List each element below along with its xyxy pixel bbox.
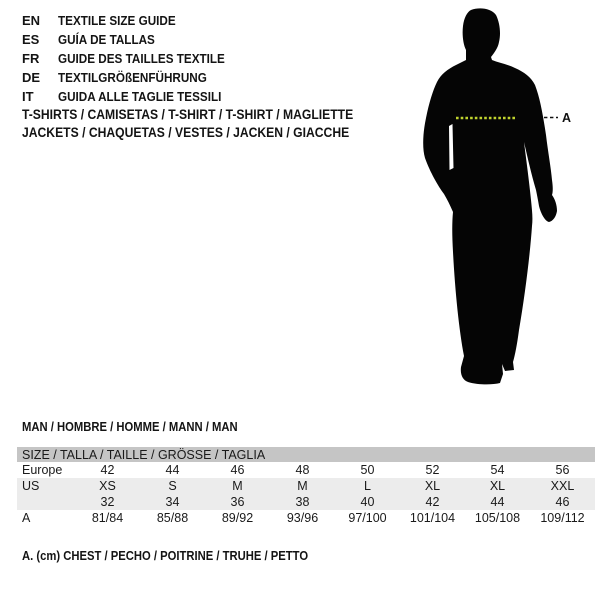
lang-row-en [22, 11, 243, 30]
cell: XL [400, 478, 465, 494]
cell: 101/104 [409, 511, 456, 525]
cell: 38 [270, 494, 335, 510]
lang-label: GUIDE DES TAILLES TEXTILE [58, 51, 225, 66]
cell: 48 [295, 463, 310, 477]
language-list [22, 11, 243, 106]
man-section-title-text: MAN / HOMBRE / HOMME / MANN / MAN [22, 420, 238, 434]
cell: XL [465, 478, 530, 494]
cell: 40 [335, 494, 400, 510]
measure-label-a: A [562, 111, 572, 125]
cell: 93/96 [286, 511, 319, 525]
cell: 34 [140, 494, 205, 510]
cell: 46 [530, 494, 595, 510]
cell: 44 [465, 494, 530, 510]
row-label: Europe [22, 463, 63, 477]
category-tshirts: T-SHIRTS / CAMISETAS / T-SHIRT / T-SHIRT / MAGLIETTE [22, 107, 354, 122]
cell: M [205, 478, 270, 494]
cell: 52 [425, 463, 440, 477]
table-header: SIZE / TALLA / TAILLE / GRÖSSE / TAGLIA [17, 447, 595, 462]
lang-row-es [22, 30, 243, 49]
table-header-row [17, 447, 595, 462]
lang-code: ES [22, 32, 40, 47]
cell: M [270, 478, 335, 494]
cell: 36 [205, 494, 270, 510]
cell: XXL [530, 478, 595, 494]
table-row-a-chest [17, 510, 595, 526]
lang-label: TEXTILGRÖßENFÜHRUNG [58, 70, 207, 85]
cell: 32 [75, 494, 140, 510]
lang-row-it [22, 87, 243, 106]
lang-label: GUIDA ALLE TAGLIE TESSILI [58, 89, 222, 104]
table-row-us [17, 478, 595, 494]
row-label: US [17, 478, 75, 494]
cell: 54 [490, 463, 505, 477]
cell: 89/92 [221, 511, 254, 525]
lang-row-fr [22, 49, 243, 68]
row-label: A [22, 511, 31, 525]
cell: 97/100 [348, 511, 387, 525]
lang-code: IT [22, 89, 34, 104]
cell: XS [75, 478, 140, 494]
cell: 50 [360, 463, 375, 477]
footnote-chest [22, 549, 340, 563]
man-section-title [22, 420, 262, 434]
cell: 42 [100, 463, 115, 477]
category-jackets: JACKETS / CHAQUETAS / VESTES / JACKEN / GIACCHE [22, 124, 350, 140]
footnote-text: A. (cm) CHEST / PECHO / POITRINE / TRUHE / PETTO [22, 549, 309, 563]
row-label [17, 494, 75, 510]
lang-code: DE [22, 70, 41, 85]
cell: 44 [165, 463, 180, 477]
cell: 56 [555, 463, 570, 477]
lang-code: EN [22, 13, 41, 28]
man-silhouette-figure [420, 0, 600, 400]
cell: 81/84 [91, 511, 124, 525]
cell: S [140, 478, 205, 494]
man-silhouette [423, 8, 557, 384]
lang-code: FR [22, 51, 40, 66]
table-row-europe [17, 462, 595, 478]
lang-label: TEXTILE SIZE GUIDE [58, 13, 176, 28]
size-table [17, 447, 595, 526]
category-lines [22, 106, 390, 141]
cell: 109/112 [540, 511, 585, 525]
cell: 42 [400, 494, 465, 510]
lang-row-de [22, 68, 243, 87]
cell: 46 [230, 463, 245, 477]
cell: 105/108 [474, 511, 521, 525]
cell: 85/88 [156, 511, 189, 525]
cell: L [335, 478, 400, 494]
table-row-us-numeric [17, 494, 595, 510]
lang-label: GUÍA DE TALLAS [58, 32, 155, 47]
